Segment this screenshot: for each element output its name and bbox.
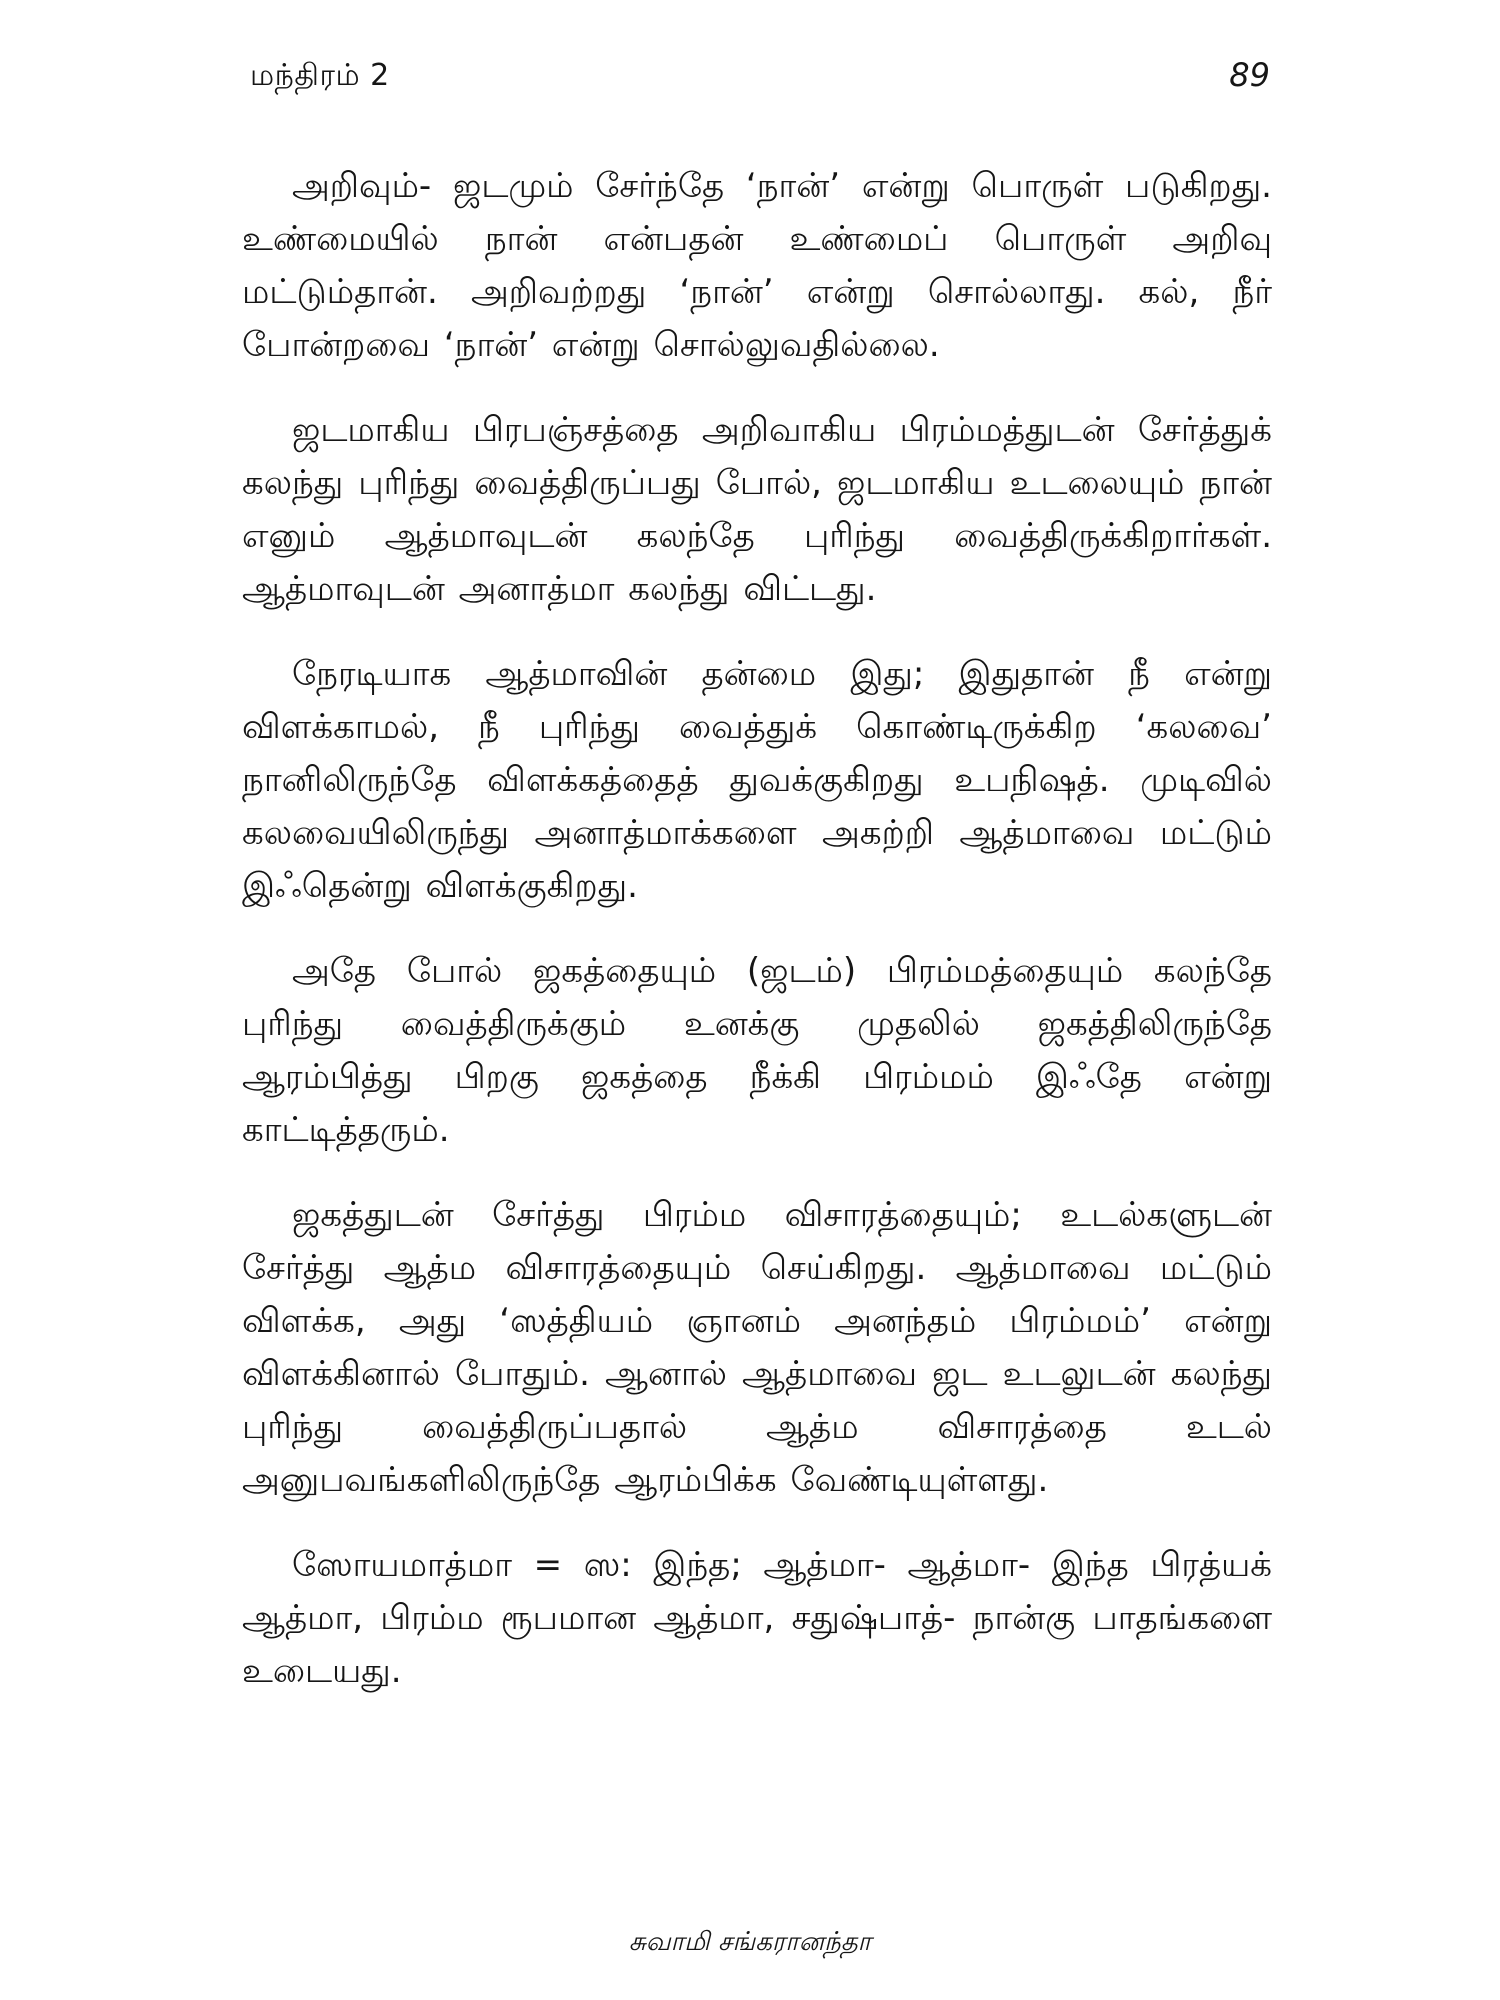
body-text: [242, 160, 1272, 1730]
paragraph: நேரடியாக ஆத்மாவின் தன்மை இது; இதுதான் நீ என்று விளக்காமல், நீ புரிந்து வைத்துக் கொண்டிருக்கிற ‘கலவை’ நானிலிருந்தே விளக்கத்தைத் துவக்குகிறது உபநிஷத். முடிவில் கலவையிலிருந்து அனாத்மாக்களை அகற்றி ஆத்மாவை மட்டும் இஃதென்று விளக்குகிறது.: [242, 654, 1272, 906]
running-head: மந்திரம் 2: [250, 58, 390, 93]
paragraph: ஜடமாகிய பிரபஞ்சத்தை அறிவாகிய பிரம்மத்துடன் சேர்த்துக் கலந்து புரிந்து வைத்திருப்பது போல், ஜடமாகிய உடலையும் நான் எனும் ஆத்மாவுடன் கலந்தே புரிந்து வைத்திருக்கிறார்கள். ஆத்மாவுடன் அனாத்மா கலந்து விட்டது.: [242, 410, 1272, 609]
footer-author: சுவாமி சங்கரானந்தா: [628, 1927, 872, 1957]
paragraph: ஜகத்துடன் சேர்த்து பிரம்ம விசாரத்தையும்; உடல்களுடன் சேர்த்து ஆத்ம விசாரத்தையும் செய்கிறது. ஆத்மாவை மட்டும் விளக்க, அது ‘ஸத்தியம் ஞானம் அனந்தம் பிரம்மம்’ என்று விளக்கினால் போதும். ஆனால் ஆத்மாவை ஜட உடலுடன் கலந்து புரிந்து வைத்திருப்பதால் ஆத்ம விசாரத்தை உடல் அனுபவங்களிலிருந்தே ஆரம்பிக்க வேண்டியுள்ளது.: [242, 1195, 1272, 1500]
paragraph: ஸோயமாத்மா = ஸ: இந்த; ஆத்மா- ஆத்மா- இந்த பிரத்யக் ஆத்மா, பிரம்ம ரூபமான ஆத்மா, சதுஷ்பாத்- நான்கு பாதங்களை உடையது.: [242, 1545, 1272, 1691]
paragraph: அறிவும்- ஜடமும் சேர்ந்தே ‘நான்’ என்று பொருள் படுகிறது. உண்மையில் நான் என்பதன் உண்மைப் பொருள் அறிவு மட்டும்தான். அறிவற்றது ‘நான்’ என்று சொல்லாது. கல், நீர் போன்றவை ‘நான்’ என்று சொல்லுவதில்லை.: [242, 166, 1272, 365]
paragraph: அதே போல் ஜகத்தையும் (ஜடம்) பிரம்மத்தையும் கலந்தே புரிந்து வைத்திருக்கும் உனக்கு முதலில் ஜகத்திலிருந்தே ஆரம்பித்து பிறகு ஜகத்தை நீக்கி பிரம்மம் இஃதே என்று காட்டித்தரும்.: [242, 951, 1272, 1150]
page-number: 89: [1229, 56, 1270, 94]
